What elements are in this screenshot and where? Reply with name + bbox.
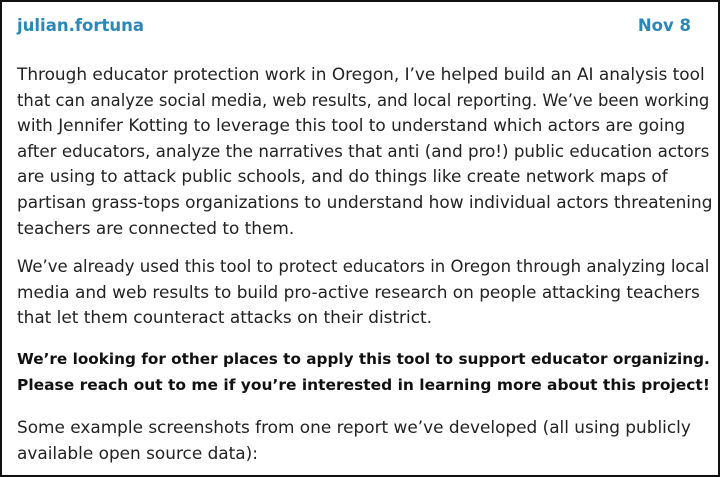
text-line: with Jennifer Kotting to leverage this tool to understand which actors are going xyxy=(17,115,686,136)
post-paragraph-1 xyxy=(17,62,713,241)
text-line: We’re looking for other places to apply this tool to support educator organizing. xyxy=(17,349,710,368)
text-line: after educators, analyze the narratives that anti (and pro!) public education actors xyxy=(17,140,710,161)
post-paragraph-2 xyxy=(17,254,713,331)
post-paragraph-3-bold xyxy=(17,347,713,398)
post-body xyxy=(17,62,713,466)
post-date-link[interactable]: Nov 8 xyxy=(637,15,691,35)
text-line: are using to attack public schools, and do things like create network maps of xyxy=(17,166,668,187)
post-header xyxy=(17,12,691,38)
text-line: available open source data): xyxy=(17,442,258,463)
text-line: Please reach out to me if you’re interested in learning more about this project! xyxy=(17,375,710,394)
text-line: that can analyze social media, web results, and local reporting. We’ve been working xyxy=(17,90,710,110)
text-line: partisan grass-tops organizations to understand how individual actors threatening xyxy=(17,191,713,212)
text-line: that let them counteract attacks on their district. xyxy=(17,307,432,328)
text-line: media and web results to build pro-active research on people attacking teachers xyxy=(17,281,700,302)
text-line: We’ve already used this tool to protect educators in Oregon through analyzing local xyxy=(17,257,710,277)
author-username-link[interactable]: julian.fortuna xyxy=(17,15,145,35)
text-line: teachers are connected to them. xyxy=(17,217,295,238)
post-paragraph-4 xyxy=(17,415,713,466)
text-line: Some example screenshots from one report we’ve developed (all using publicly xyxy=(17,417,691,438)
text-line: Through educator protection work in Oregon, I’ve helped build an AI analysis tool xyxy=(17,64,705,84)
